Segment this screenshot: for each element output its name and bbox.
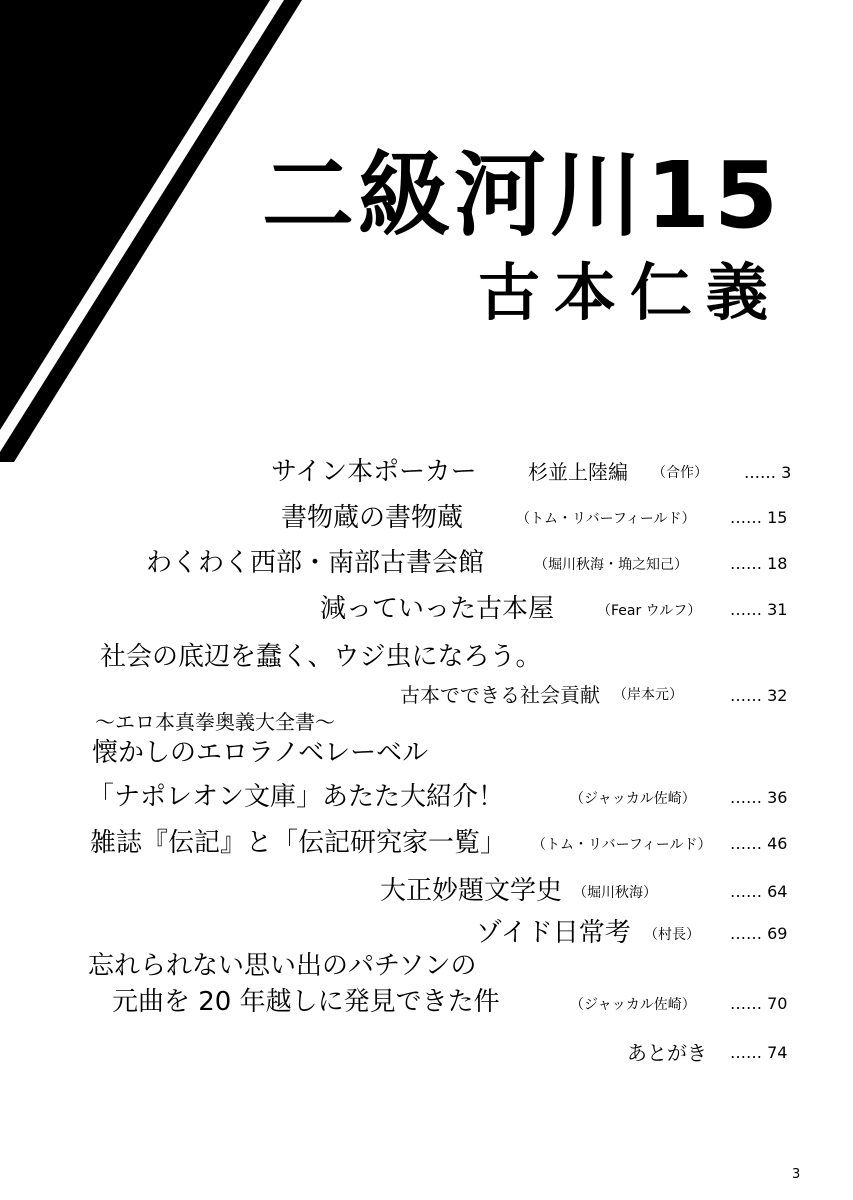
- toc-entry-page: …… 46: [730, 834, 788, 853]
- toc-entry-page: …… 69: [730, 924, 788, 943]
- toc-entry-credit: （合作）: [652, 465, 708, 481]
- toc-entry-credit: （トム・リバーフィールド）: [532, 837, 712, 853]
- page-number: 3: [792, 1167, 801, 1182]
- book-title: 二級河川15: [262, 142, 783, 249]
- toc-entry-subtitle: 杉並上陸編: [528, 460, 628, 484]
- toc-entry-subtitle: 古本でできる社会貢献: [400, 683, 600, 707]
- toc-entry-title-line1: 忘れられない思い出のパチソンの: [88, 951, 477, 981]
- toc-entry-page: …… 3: [744, 463, 792, 482]
- toc-entry-page: …… 18: [730, 554, 788, 573]
- toc-entry-title: わくわく西部・南部古書会館: [146, 548, 485, 578]
- toc-entry-title: 雑誌『伝記』と「伝記研究家一覧」: [90, 828, 507, 858]
- toc-entry-title: 書物蔵の書物蔵: [281, 503, 464, 533]
- toc-entry-page: …… 64: [730, 882, 788, 901]
- toc-entry-title: ゾイド日常考: [476, 918, 631, 948]
- toc-entry-credit: （ジャッカル佐崎）: [570, 791, 696, 807]
- black-wedge: [0, 0, 270, 430]
- toc-entry-title-line1: 懐かしのエロラノベレーベル: [92, 738, 429, 768]
- toc-entry-kicker: ～エロ本真拳奥義大全書～: [95, 710, 335, 734]
- circle-name: 古本仁義: [478, 256, 783, 329]
- toc-entry-title: 社会の底辺を蠢く、ウジ虫になろう。: [100, 642, 542, 672]
- toc-entry-page: …… 36: [730, 788, 788, 807]
- toc-entry-credit: （岸本元）: [613, 687, 683, 703]
- toc-entry-credit: （Fear ウルフ）: [597, 603, 702, 619]
- toc-entry-page: …… 74: [730, 1043, 788, 1062]
- toc-entry-page: …… 32: [730, 686, 788, 705]
- toc-entry-title: 減っていった古本屋: [320, 594, 555, 624]
- toc-entry-page: …… 15: [730, 508, 788, 527]
- toc-entry-title: あとがき: [627, 1041, 707, 1065]
- toc-entry-page: …… 70: [730, 994, 788, 1013]
- toc-entry-title: サイン本ポーカー: [271, 457, 477, 487]
- toc-entry-credit: （トム・リバーフィールド）: [516, 511, 696, 527]
- toc-entry-title: 大正妙題文学史: [380, 876, 563, 906]
- toc-entry-credit: （堀川秋海）: [573, 885, 657, 901]
- toc-entry-credit: （村長）: [644, 927, 700, 943]
- toc-entry-credit: （堀川秋海・埆之知己）: [534, 557, 688, 573]
- toc-entry-title-line2: 元曲を 20 年越しに発見できた件: [112, 987, 500, 1017]
- toc-entry-title-line2: 「ナポレオン文庫」あたた大紹介！: [88, 782, 505, 812]
- toc-entry-page: …… 31: [730, 600, 788, 619]
- toc-entry-credit: （ジャッカル佐崎）: [570, 997, 696, 1013]
